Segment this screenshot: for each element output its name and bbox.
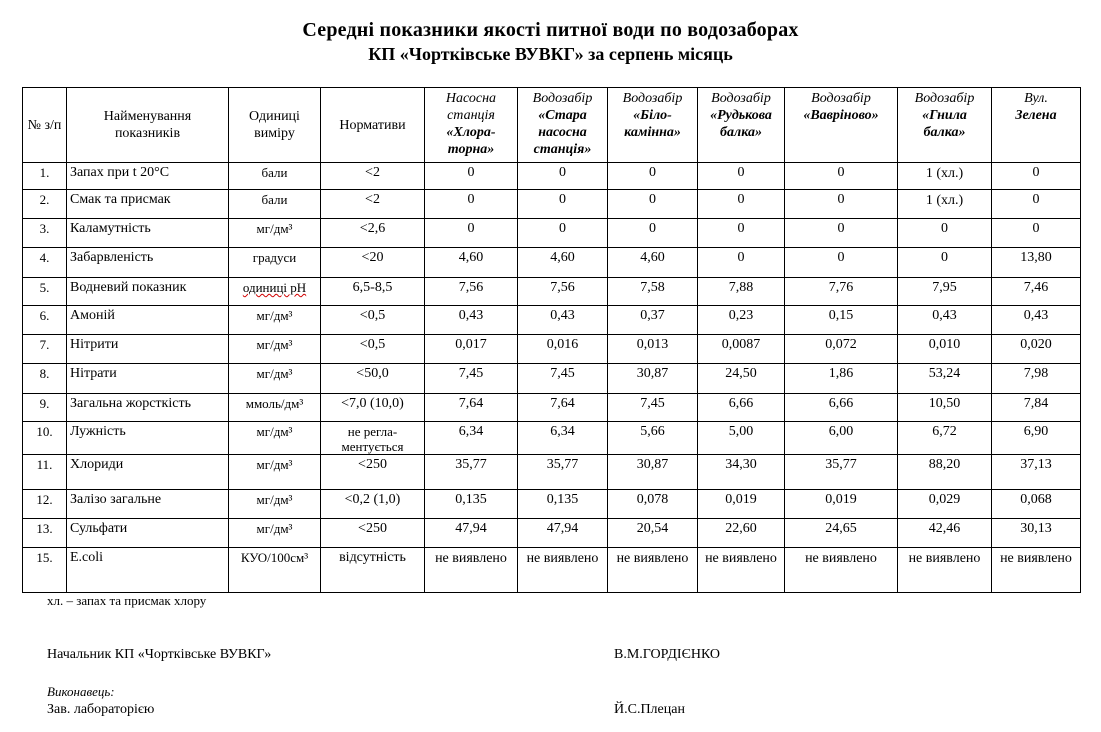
source-prefix: Насосна станція — [445, 91, 497, 123]
measurement-value: 0,019 — [698, 490, 785, 519]
measurement-value: не виявлено — [992, 548, 1081, 593]
measurement-value: 0,078 — [608, 490, 698, 519]
measurement-value: не виявлено — [898, 548, 992, 593]
norm-value: <2 — [321, 163, 425, 190]
indicator-name: Амоній — [67, 306, 229, 335]
measurement-value: 0,135 — [518, 490, 608, 519]
measurement-value: 0,068 — [992, 490, 1081, 519]
source-prefix: Водозабір — [914, 91, 975, 106]
measurement-value: 0 — [698, 190, 785, 219]
measurement-value: 4,60 — [608, 248, 698, 278]
header-name: Найменування показників — [67, 88, 229, 163]
measurement-value: 0 — [698, 248, 785, 278]
measurement-value: 7,45 — [425, 364, 518, 394]
table-row — [23, 364, 1081, 394]
indicator-name: Забарвленість — [67, 248, 229, 278]
table-row — [23, 248, 1081, 278]
measurement-value: 1 (хл.) — [898, 163, 992, 190]
performer-label: Виконавець: — [47, 684, 115, 699]
measurement-value: 6,90 — [992, 422, 1081, 455]
document-subtitle: КП «Чортківське ВУВКГ» за серпень місяць — [368, 44, 733, 64]
measurement-value: 0,37 — [608, 306, 698, 335]
measurement-value: 4,60 — [518, 248, 608, 278]
measurement-value: 0 — [785, 163, 898, 190]
measurement-value: 0,15 — [785, 306, 898, 335]
unit-of-measure: мг/дм³ — [229, 455, 321, 490]
measurement-value: 7,95 — [898, 278, 992, 306]
measurement-value: не виявлено — [518, 548, 608, 593]
measurement-value: 0,135 — [425, 490, 518, 519]
measurement-value: 0,020 — [992, 335, 1081, 364]
source-name: «Хлора-торна» — [446, 125, 496, 157]
indicator-name: Лужність — [67, 422, 229, 455]
norm-value: <50,0 — [321, 364, 425, 394]
measurement-value: 47,94 — [518, 519, 608, 548]
table-row — [23, 163, 1081, 190]
indicator-name: Нітрати — [67, 364, 229, 394]
measurement-value: 0,23 — [698, 306, 785, 335]
norm-value: <250 — [321, 455, 425, 490]
unit-of-measure: бали — [229, 163, 321, 190]
unit-of-measure: мг/дм³ — [229, 219, 321, 248]
indicator-name: Каламутність — [67, 219, 229, 248]
head-name: В.М.ГОРДІЄНКО — [614, 647, 721, 662]
norm-value: <0,5 — [321, 335, 425, 364]
measurement-value: 0 — [425, 219, 518, 248]
header-source-2 — [518, 88, 608, 163]
header-source-6 — [898, 88, 992, 163]
measurement-value: не виявлено — [425, 548, 518, 593]
source-prefix: Водозабір — [711, 91, 771, 106]
measurement-value: 13,80 — [992, 248, 1081, 278]
measurement-value: 47,94 — [425, 519, 518, 548]
unit-of-measure: бали — [229, 190, 321, 219]
measurement-value: 0,43 — [518, 306, 608, 335]
header-source-4 — [698, 88, 785, 163]
measurement-value: не виявлено — [785, 548, 898, 593]
row-number: 6. — [23, 306, 67, 335]
norm-value: <20 — [321, 248, 425, 278]
unit-of-measure: мг/дм³ — [229, 519, 321, 548]
header-source-1 — [425, 88, 518, 163]
source-prefix: Водозабір — [532, 91, 593, 106]
document-title: Середні показники якості питної води по водозаборах — [302, 19, 799, 41]
source-name: «Рудькова балка» — [710, 108, 772, 140]
table-row — [23, 394, 1081, 422]
measurement-value: 5,00 — [698, 422, 785, 455]
row-number: 9. — [23, 394, 67, 422]
measurement-value: не виявлено — [698, 548, 785, 593]
norm-value: не регла-ментується — [321, 422, 425, 455]
table-row — [23, 335, 1081, 364]
unit-of-measure: мг/дм³ — [229, 306, 321, 335]
source-name: «Гнила балка» — [922, 108, 967, 140]
measurement-value: 6,34 — [518, 422, 608, 455]
source-name: «Вавріново» — [803, 108, 879, 123]
indicator-name: Запах при t 20°С — [67, 163, 229, 190]
measurement-value: 0,017 — [425, 335, 518, 364]
row-number: 1. — [23, 163, 67, 190]
measurement-value: 0 — [698, 219, 785, 248]
measurement-value: 34,30 — [698, 455, 785, 490]
row-number: 11. — [23, 455, 67, 490]
measurement-value: 0,0087 — [698, 335, 785, 364]
table-row — [23, 490, 1081, 519]
norm-value: <7,0 (10,0) — [321, 394, 425, 422]
row-number: 5. — [23, 278, 67, 306]
table-row — [23, 455, 1081, 490]
row-number: 3. — [23, 219, 67, 248]
source-name: «Стара насосна станція» — [533, 108, 592, 157]
measurement-value: 4,60 — [425, 248, 518, 278]
measurement-value: 6,66 — [785, 394, 898, 422]
measurement-value: 7,76 — [785, 278, 898, 306]
measurement-value: 0,072 — [785, 335, 898, 364]
measurement-value: 0 — [608, 190, 698, 219]
measurement-value: 0 — [425, 190, 518, 219]
indicator-name: Водневий показник — [67, 278, 229, 306]
header-norm: Нормативи — [321, 88, 425, 163]
measurement-value: 30,87 — [608, 455, 698, 490]
indicator-name: Смак та присмак — [67, 190, 229, 219]
measurement-value: 7,64 — [425, 394, 518, 422]
norm-value: 6,5-8,5 — [321, 278, 425, 306]
measurement-value: 7,45 — [518, 364, 608, 394]
table-row — [23, 422, 1081, 455]
measurement-value: 0 — [518, 163, 608, 190]
header-unit: Одиниці виміру — [229, 88, 321, 163]
measurement-value: 5,66 — [608, 422, 698, 455]
measurement-value: 7,58 — [608, 278, 698, 306]
measurement-value: 0 — [518, 219, 608, 248]
row-number: 13. — [23, 519, 67, 548]
lab-title: Зав. лабораторією — [47, 702, 155, 717]
norm-value: <0,2 (1,0) — [321, 490, 425, 519]
table-row — [23, 306, 1081, 335]
unit-of-measure: одиниці рН — [229, 278, 321, 306]
measurement-value: 0,013 — [608, 335, 698, 364]
measurement-value: 37,13 — [992, 455, 1081, 490]
measurement-value: 7,88 — [698, 278, 785, 306]
header-source-5 — [785, 88, 898, 163]
measurement-value: 0,43 — [992, 306, 1081, 335]
measurement-value: 0,010 — [898, 335, 992, 364]
row-number: 2. — [23, 190, 67, 219]
measurement-value: 35,77 — [785, 455, 898, 490]
measurement-value: 0 — [785, 219, 898, 248]
measurement-value: 0 — [608, 163, 698, 190]
measurement-value: 1 (хл.) — [898, 190, 992, 219]
measurement-value: 53,24 — [898, 364, 992, 394]
unit-of-measure: мг/дм³ — [229, 335, 321, 364]
row-number: 15. — [23, 548, 67, 593]
measurement-value: 0 — [785, 248, 898, 278]
measurement-value: 0 — [785, 190, 898, 219]
measurement-value: 22,60 — [698, 519, 785, 548]
measurement-value: 0 — [425, 163, 518, 190]
measurement-value: 20,54 — [608, 519, 698, 548]
measurement-value: 35,77 — [425, 455, 518, 490]
measurement-value: 42,46 — [898, 519, 992, 548]
source-prefix: Водозабір — [811, 91, 871, 106]
measurement-value: 0,019 — [785, 490, 898, 519]
measurement-value: 10,50 — [898, 394, 992, 422]
indicator-name: Нітрити — [67, 335, 229, 364]
measurement-value: 7,98 — [992, 364, 1081, 394]
table-row — [23, 278, 1081, 306]
measurement-value: 0,43 — [425, 306, 518, 335]
measurement-value: 30,13 — [992, 519, 1081, 548]
table-row — [23, 519, 1081, 548]
measurement-value: 6,66 — [698, 394, 785, 422]
table-header-row — [23, 88, 1081, 163]
source-prefix: Водозабір — [622, 91, 683, 106]
measurement-value: 0 — [992, 219, 1081, 248]
indicator-name: Сульфати — [67, 519, 229, 548]
table-row — [23, 190, 1081, 219]
unit-of-measure: мг/дм³ — [229, 490, 321, 519]
indicator-name: Хлориди — [67, 455, 229, 490]
norm-value: <0,5 — [321, 306, 425, 335]
norm-value: <2,6 — [321, 219, 425, 248]
norm-value: <2 — [321, 190, 425, 219]
footnote: хл. – запах та присмак хлору — [47, 593, 207, 608]
measurement-value: 1,86 — [785, 364, 898, 394]
measurement-value: 30,87 — [608, 364, 698, 394]
measurement-value: 0,016 — [518, 335, 608, 364]
measurement-value: 0 — [992, 190, 1081, 219]
norm-value: <250 — [321, 519, 425, 548]
measurement-value: 24,50 — [698, 364, 785, 394]
indicator-name: Залізо загальне — [67, 490, 229, 519]
measurement-value: 0,029 — [898, 490, 992, 519]
row-number: 4. — [23, 248, 67, 278]
measurement-value: 35,77 — [518, 455, 608, 490]
unit-of-measure: КУО/100см³ — [229, 548, 321, 593]
indicator-name: Загальна жорсткість — [67, 394, 229, 422]
norm-value: відсутність — [321, 548, 425, 593]
measurement-value: 6,00 — [785, 422, 898, 455]
measurement-value: 0 — [698, 163, 785, 190]
source-name: Зелена — [1015, 108, 1057, 123]
measurement-value: 88,20 — [898, 455, 992, 490]
water-quality-table — [22, 87, 1081, 593]
measurement-value: 6,72 — [898, 422, 992, 455]
measurement-value: 7,56 — [518, 278, 608, 306]
measurement-value: 6,34 — [425, 422, 518, 455]
measurement-value: 24,65 — [785, 519, 898, 548]
head-title: Начальник КП «Чортківське ВУВКГ» — [47, 647, 272, 662]
row-number: 8. — [23, 364, 67, 394]
measurement-value: 0,43 — [898, 306, 992, 335]
measurement-value: 0 — [608, 219, 698, 248]
unit-of-measure: мг/дм³ — [229, 364, 321, 394]
header-num: № з/п — [23, 88, 67, 163]
source-name: «Біло-камінна» — [624, 108, 681, 140]
row-number: 10. — [23, 422, 67, 455]
measurement-value: 0 — [898, 219, 992, 248]
row-number: 12. — [23, 490, 67, 519]
measurement-value: 7,84 — [992, 394, 1081, 422]
measurement-value: 7,56 — [425, 278, 518, 306]
row-number: 7. — [23, 335, 67, 364]
header-source-3 — [608, 88, 698, 163]
indicator-name: Е.coli — [67, 548, 229, 593]
source-prefix: Вул. — [1024, 91, 1048, 106]
unit-of-measure: ммоль/дм³ — [229, 394, 321, 422]
unit-of-measure: градуси — [229, 248, 321, 278]
table-row — [23, 219, 1081, 248]
unit-of-measure: мг/дм³ — [229, 422, 321, 455]
measurement-value: 7,45 — [608, 394, 698, 422]
lab-name: Й.С.Плецан — [614, 702, 685, 717]
header-source-7 — [992, 88, 1081, 163]
measurement-value: 7,64 — [518, 394, 608, 422]
measurement-value: 0 — [898, 248, 992, 278]
measurement-value: 0 — [518, 190, 608, 219]
measurement-value: не виявлено — [608, 548, 698, 593]
measurement-value: 7,46 — [992, 278, 1081, 306]
table-row — [23, 548, 1081, 593]
measurement-value: 0 — [992, 163, 1081, 190]
